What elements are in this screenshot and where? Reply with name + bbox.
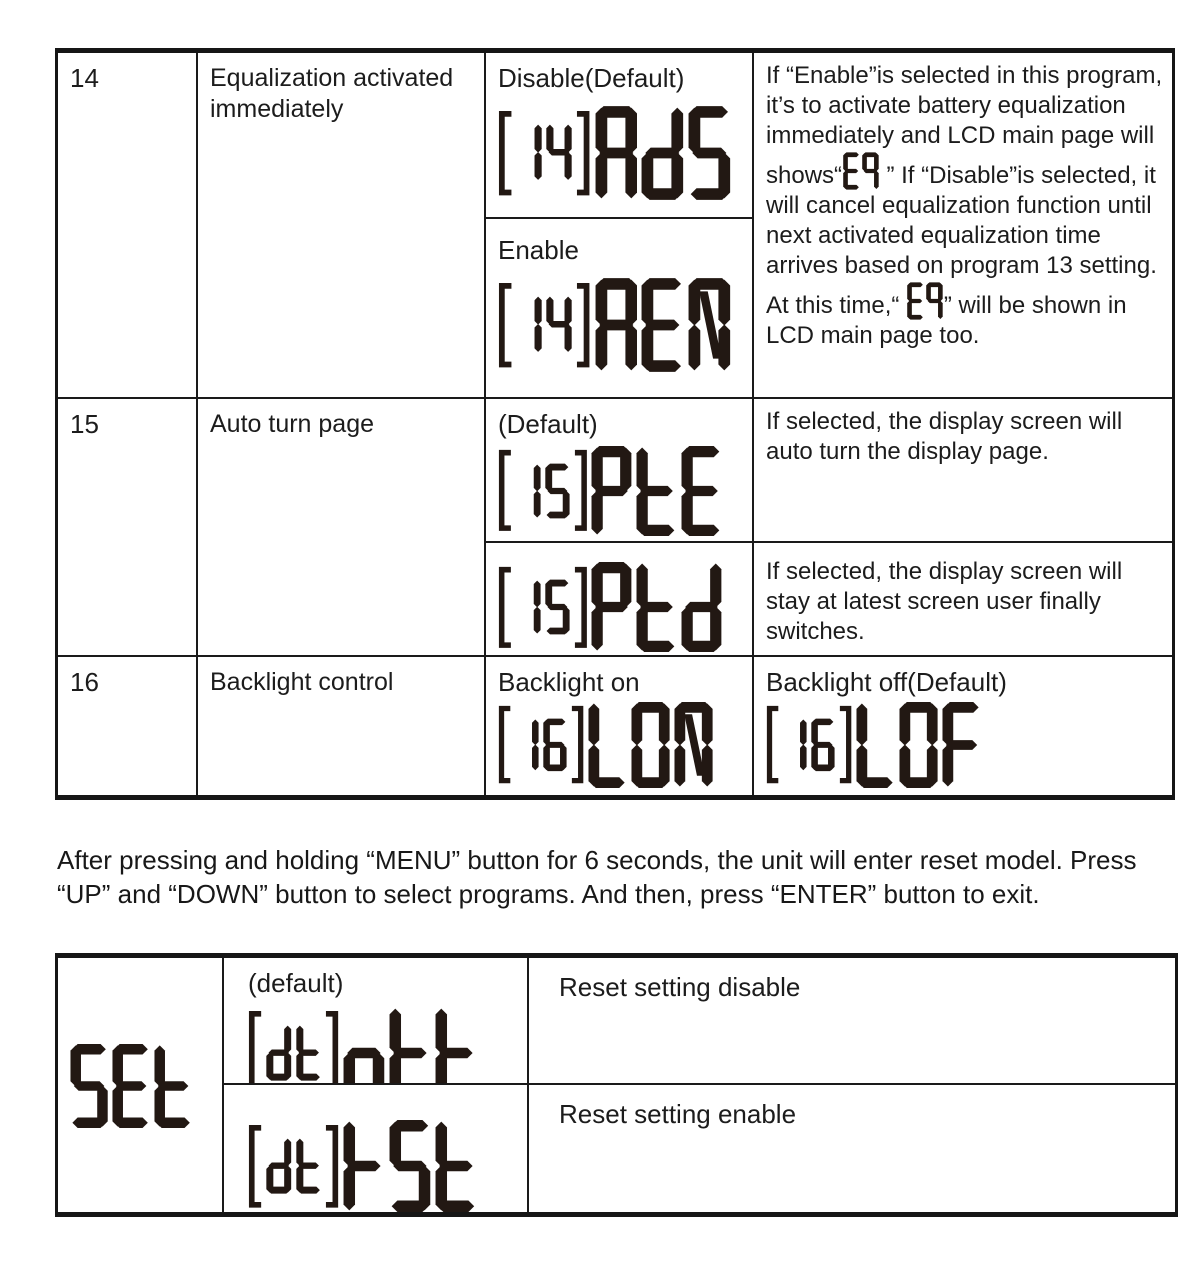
lcd-display xyxy=(498,561,744,653)
option-label: Enable xyxy=(498,235,579,265)
description-15a xyxy=(754,399,1172,543)
lcd-display xyxy=(498,701,744,789)
option-label: (Default) xyxy=(498,409,598,439)
reset-instructions-paragraph: After pressing and holding “MENU” button for 6 seconds, the unit will enter reset model. Press “UP” and “DOWN” button to select programs. And then, press “ENTER” button to exit. xyxy=(57,845,1137,910)
lcd-inline-eq xyxy=(843,152,879,190)
description-text: If selected, the display screen will auto turn the display page. xyxy=(766,408,1123,466)
option-label: (default) xyxy=(248,968,344,998)
program-number: 15 xyxy=(70,409,99,439)
description-text: Reset setting enable xyxy=(559,1099,797,1129)
program-number: 14 xyxy=(70,63,99,93)
option-label: Disable(Default) xyxy=(498,63,685,93)
lcd-display xyxy=(498,105,744,201)
program-name-16 xyxy=(198,657,486,795)
program-number-14 xyxy=(58,53,198,399)
lcd-display xyxy=(498,277,744,373)
lcd-display xyxy=(248,1006,519,1085)
program-name: Equalization activated immediately xyxy=(210,64,454,123)
reset-option-disable xyxy=(224,958,529,1085)
option-label: Backlight off(Default) xyxy=(766,667,1007,697)
program-name: Backlight control xyxy=(210,668,394,696)
lcd-display-set xyxy=(70,1043,193,1129)
reset-description-enable xyxy=(529,1085,1175,1212)
program-name-15 xyxy=(198,399,486,657)
program-number-15 xyxy=(58,399,198,657)
reset-set-cell xyxy=(58,958,224,1212)
program-name-14 xyxy=(198,53,486,399)
option-cell-14-disable xyxy=(486,53,754,219)
description-15b xyxy=(754,543,1172,657)
lcd-display xyxy=(248,1119,519,1212)
option-label: Backlight on xyxy=(498,667,640,697)
settings-table xyxy=(55,48,1175,800)
option-cell-16-off xyxy=(754,657,1172,795)
lcd-display xyxy=(498,445,744,537)
option-cell-14-enable xyxy=(486,219,754,399)
option-cell-15-alt xyxy=(486,543,754,657)
option-cell-16-on xyxy=(486,657,754,795)
program-name: Auto turn page xyxy=(210,410,375,438)
description-14: If “Enable”is selected in this program, it’s to activate battery equalization immediately and LCD main page will shows“ ” If “Disable”is selected, it will cancel equalization function until next activated equalization time arrives based on program 13 setting. At this time,“ ” will be shown in LCD main page too. xyxy=(754,53,1172,399)
reset-setting-table xyxy=(55,953,1178,1217)
program-number-16 xyxy=(58,657,198,795)
lcd-display xyxy=(766,701,1164,789)
lcd-inline-eq xyxy=(907,282,943,320)
reset-option-enable xyxy=(224,1085,529,1212)
reset-description-disable xyxy=(529,958,1175,1085)
option-cell-15-default xyxy=(486,399,754,543)
description-text: If selected, the display screen will stay at latest screen user finally switches. xyxy=(766,558,1123,646)
description-text: Reset setting disable xyxy=(559,972,801,1002)
program-number: 16 xyxy=(70,667,99,697)
